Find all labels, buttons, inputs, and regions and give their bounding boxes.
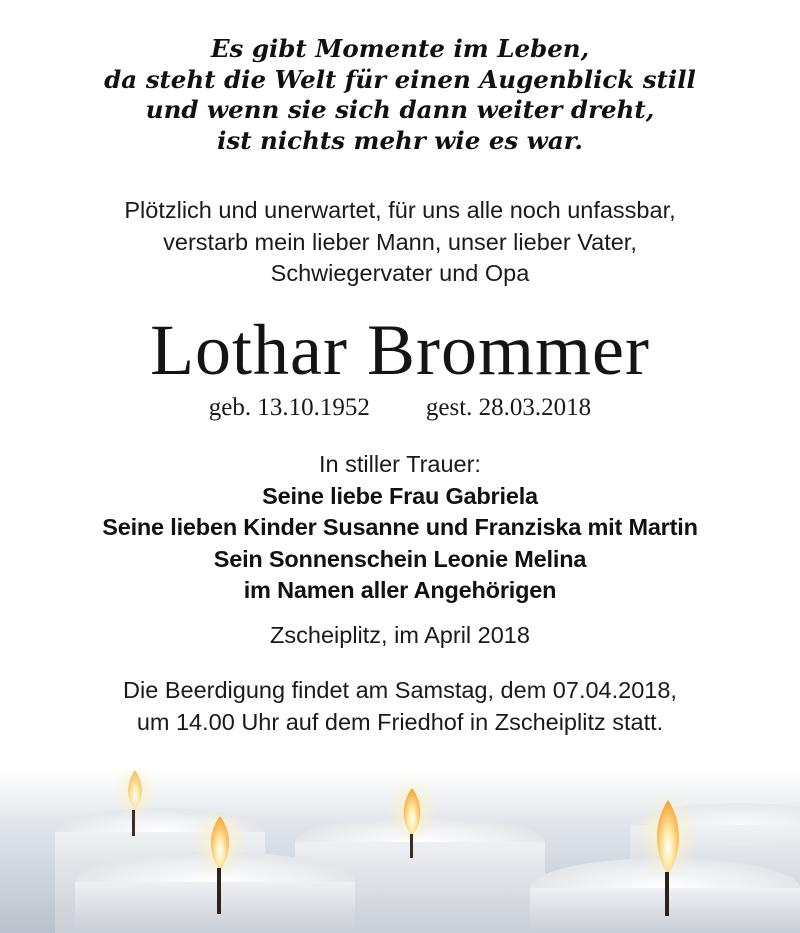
funeral-info xyxy=(0,675,800,738)
announcement-line: verstarb mein lieber Mann, unser lieber Vater, xyxy=(163,228,637,255)
mourners-block xyxy=(0,449,800,607)
life-dates xyxy=(0,392,800,424)
mourner-line: Seine liebe Frau Gabriela xyxy=(262,482,538,509)
mourner-line: Seine lieben Kinder Susanne und Franziska mit Martin xyxy=(102,514,698,540)
candles-image xyxy=(0,770,800,933)
funeral-line: um 14.00 Uhr auf dem Friedhof in Zscheiplitz statt. xyxy=(136,708,664,735)
funeral-line: Die Beerdigung findet am Samstag, dem 07.04.2018, xyxy=(123,677,677,703)
announcement-line: Plötzlich und unerwartet, für uns alle noch unfassbar, xyxy=(124,197,676,223)
place-and-date: Zscheiplitz, im April 2018 xyxy=(270,622,530,648)
motto-line: und wenn sie sich dann weiter dreht, xyxy=(145,95,655,124)
mourner-line: im Namen aller Angehörigen xyxy=(243,577,557,603)
mourning-heading: In stiller Trauer: xyxy=(319,451,481,477)
motto-quote xyxy=(0,34,800,156)
mourner-line: Sein Sonnenschein Leonie Melina xyxy=(213,545,587,572)
birth-date: geb. 13.10.1952 xyxy=(208,394,370,421)
death-date: gest. 28.03.2018 xyxy=(425,394,592,421)
motto-line: Es gibt Momente im Leben, xyxy=(210,34,590,63)
motto-line: ist nichts mehr wie es war. xyxy=(217,125,583,155)
death-announcement xyxy=(0,195,800,290)
announcement-line: Schwiegervater und Opa xyxy=(270,260,530,286)
deceased-name: Lothar Brommer xyxy=(150,310,650,390)
motto-line: da steht die Welt für einen Augenblick still xyxy=(104,64,696,94)
